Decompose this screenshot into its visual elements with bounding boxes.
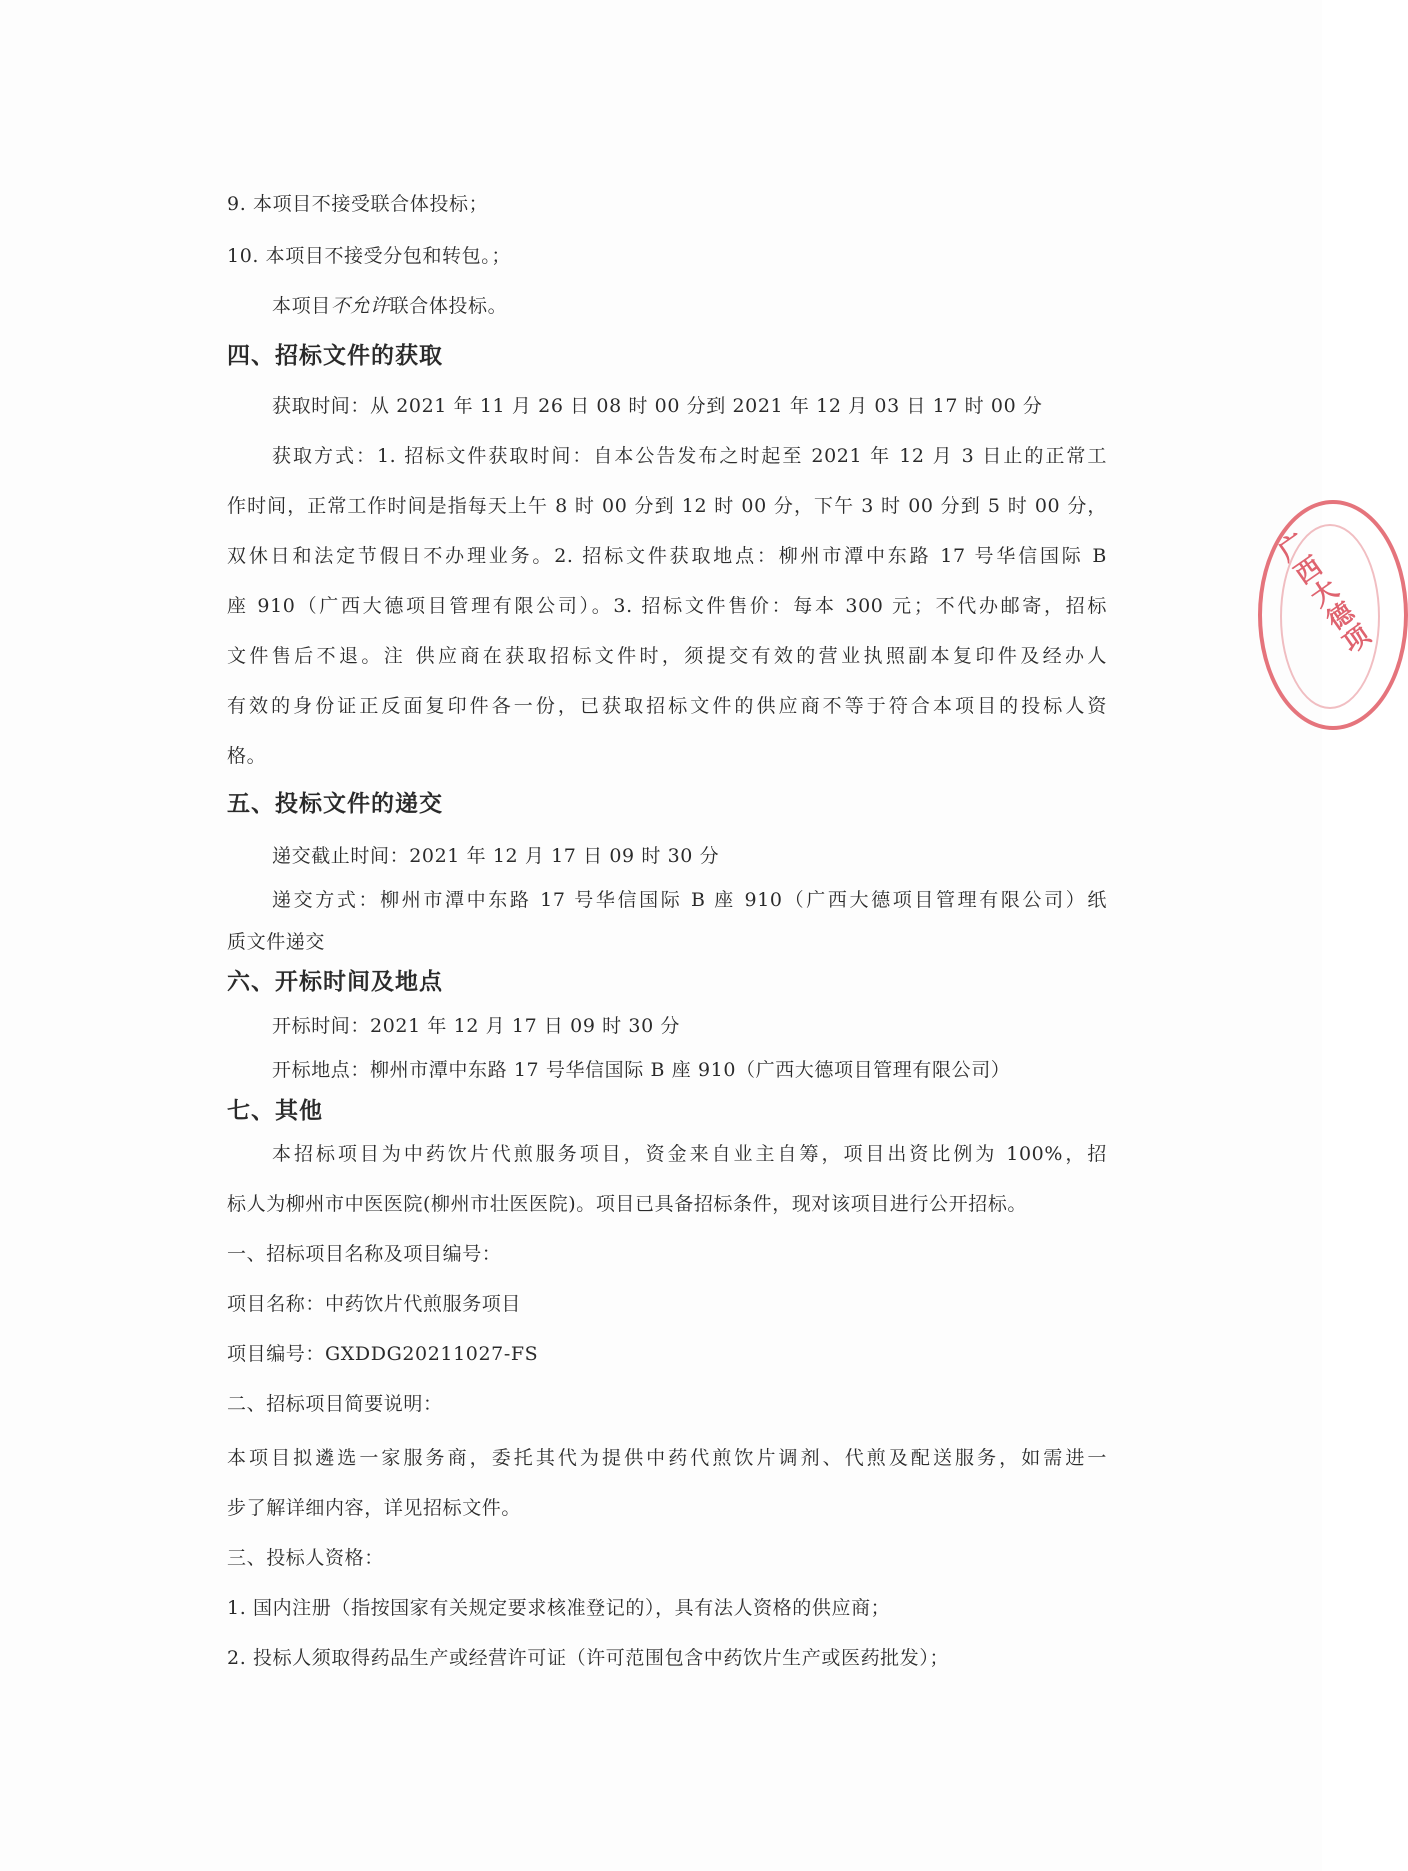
acquire-method-line-3: 双休日和法定节假日不办理业务。2. 招标文件获取地点：柳州市潭中东路 17 号华信国际 B	[227, 545, 1107, 567]
bidder-qualification-heading: 三、投标人资格：	[227, 1547, 384, 1569]
section-heading-5: 五、投标文件的递交	[227, 791, 443, 817]
section-heading-6: 六、开标时间及地点	[227, 969, 443, 995]
qualification-2: 2. 投标人须取得药品生产或经营许可证（许可范围包含中药饮片生产或医药批发）；	[227, 1647, 950, 1669]
project-name-heading: 一、招标项目名称及项目编号：	[227, 1243, 502, 1265]
company-seal	[1258, 500, 1408, 730]
acquire-method-line-6: 有效的身份证正反面复印件各一份，已获取招标文件的供应商不等于符合本项目的投标人资	[227, 695, 1107, 717]
project-brief-line-1: 本项目拟遴选一家服务商，委托其代为提供中药代煎饮片调剂、代煎及配送服务，如需进一	[227, 1447, 1107, 1469]
opening-location: 开标地点：柳州市潭中东路 17 号华信国际 B 座 910（广西大德项目管理有限公司）	[272, 1059, 1011, 1081]
submit-method-line-2: 质文件递交	[227, 931, 326, 953]
other-line-2: 标人为柳州市中医医院(柳州市壮医医院)。项目已具备招标条件，现对该项目进行公开招标。	[227, 1193, 1028, 1215]
section-heading-7: 七、其他	[227, 1098, 323, 1124]
consortium-note-suffix: 联合体投标。	[389, 295, 508, 317]
acquire-method-line-4: 座 910（广西大德项目管理有限公司）。3. 招标文件售价：每本 300 元；不代办邮寄，招标	[227, 595, 1107, 617]
opening-time: 开标时间：2021 年 12 月 17 日 09 时 30 分	[272, 1015, 681, 1037]
project-brief-line-2: 步了解详细内容，详见招标文件。	[227, 1497, 522, 1519]
acquire-method-line-1: 获取方式：1. 招标文件获取时间：自本公告发布之时起至 2021 年 12 月 3 日止的正常工	[272, 445, 1107, 467]
project-number: 项目编号：GXDDG20211027-FS	[227, 1343, 539, 1365]
section-heading-4: 四、招标文件的获取	[227, 343, 443, 369]
qualification-1: 1. 国内注册（指按国家有关规定要求核准登记的），具有法人资格的供应商；	[227, 1597, 891, 1619]
clause-9: 9. 本项目不接受联合体投标；	[227, 193, 489, 215]
submit-method-line-1: 递交方式：柳州市潭中东路 17 号华信国际 B 座 910（广西大德项目管理有限公司）纸	[272, 889, 1107, 911]
submit-deadline: 递交截止时间：2021 年 12 月 17 日 09 时 30 分	[272, 845, 720, 867]
clause-10: 10. 本项目不接受分包和转包。；	[227, 245, 511, 267]
company-seal-text: 广西大德项	[1273, 528, 1377, 660]
acquire-time: 获取时间：从 2021 年 11 月 26 日 08 时 00 分到 2021 年 12 月 03 日 17 时 00 分	[272, 395, 1043, 417]
consortium-note-value: 不允许	[330, 295, 390, 317]
consortium-note	[272, 294, 507, 318]
acquire-method-line-7: 格。	[227, 745, 267, 767]
consortium-note-prefix: 本项目	[272, 295, 331, 317]
project-brief-heading: 二、招标项目简要说明：	[227, 1393, 443, 1415]
project-name: 项目名称：中药饮片代煎服务项目	[227, 1293, 522, 1315]
acquire-method-line-5: 文件售后不退。注 供应商在获取招标文件时，须提交有效的营业执照副本复印件及经办人	[227, 645, 1107, 667]
acquire-method-line-2: 作时间，正常工作时间是指每天上午 8 时 00 分到 12 时 00 分，下午 3 时 00 分到 5 时 00 分，	[227, 495, 1107, 517]
other-line-1: 本招标项目为中药饮片代煎服务项目，资金来自业主自筹，项目出资比例为 100%，招	[272, 1143, 1107, 1165]
